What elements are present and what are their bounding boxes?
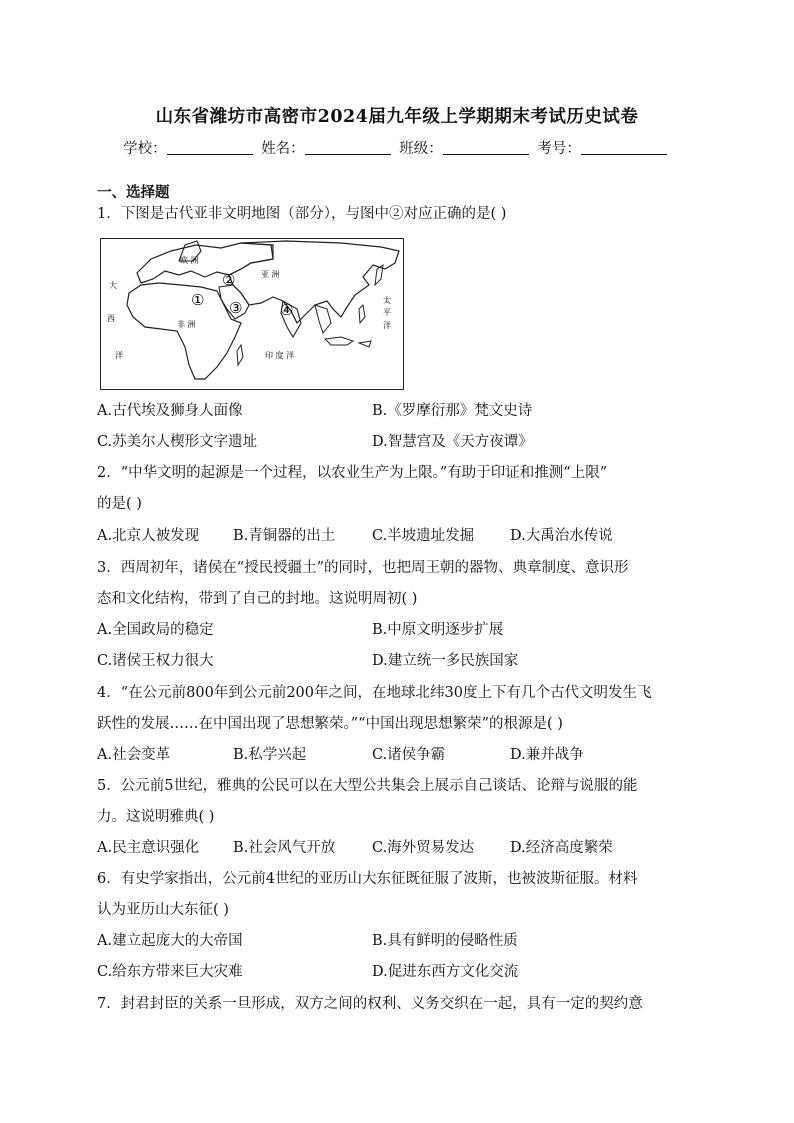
q4-option-d[interactable]: D.兼并战争 (510, 747, 584, 763)
map-marker-4: ④ (280, 301, 294, 319)
q4-option-c[interactable]: C.诸侯争霸 (372, 747, 446, 763)
q3-option-c[interactable]: C.诸侯王权力很大 (97, 653, 214, 669)
q4-option-a[interactable]: A.社会变革 (97, 747, 171, 763)
map-marker-3: ③ (229, 299, 243, 317)
map-marker-2: ② (222, 271, 236, 289)
q6-option-c[interactable]: C.给东方带来巨大灾难 (97, 964, 243, 980)
q2-option-a[interactable]: A.北京人被发现 (97, 528, 200, 544)
q1-option-a[interactable]: A.古代埃及狮身人面像 (97, 403, 243, 419)
label-pacific-yang: 洋 (383, 321, 391, 330)
asia-landmass (229, 241, 399, 323)
q2-option-d[interactable]: D.大禹治水传说 (510, 528, 613, 544)
q5-option-b[interactable]: B.社会风气开放 (233, 840, 336, 856)
madagascar-island (237, 345, 243, 365)
student-info-row (0, 137, 794, 158)
label-europe: 欧 洲 (180, 256, 199, 265)
q4-option-b[interactable]: B.私学兴起 (233, 747, 307, 763)
q1-stem-line1: 1．下图是古代亚非文明地图（部分），与图中②对应正确的是( ) (97, 206, 507, 222)
q2-option-b[interactable]: B.青铜器的出土 (233, 528, 336, 544)
number-blank[interactable] (581, 140, 667, 155)
label-atlantic-yang: 洋 (115, 351, 123, 360)
q1-option-d[interactable]: D.智慧宫及《天方夜谭》 (372, 434, 533, 450)
q5-stem-line1: 5．公元前5世纪，雅典的公民可以在大型公共集会上展示自己谈话、论辩与说服的能 (97, 778, 638, 794)
q2-option-c[interactable]: C.半坡遗址发掘 (372, 528, 475, 544)
indonesia-islands (325, 337, 371, 347)
q6-stem-line1: 6．有史学家指出，公元前4世纪的亚历山大东征既征服了波斯，也被波斯征服。材料 (97, 871, 638, 887)
q3-stem-line2: 态和文化结构，带到了自己的封地。这说明周初( ) (97, 591, 418, 607)
name-blank[interactable] (305, 140, 391, 155)
southeast-asia-landmass (315, 305, 331, 333)
q5-stem-line2: 力。这说明雅典( ) (97, 809, 215, 825)
africa-landmass (127, 283, 241, 379)
section-heading: 一、选择题 (97, 184, 170, 201)
q3-option-a[interactable]: A.全国政局的稳定 (97, 622, 214, 638)
q5-option-a[interactable]: A.民主意识强化 (97, 840, 200, 856)
q2-stem-line2: 的是( ) (97, 496, 142, 512)
q6-stem-line2: 认为亚历山大东征( ) (97, 902, 229, 918)
map-marker-1: ① (191, 291, 205, 309)
school-label: 学校： (123, 141, 167, 157)
class-label: 班级： (399, 141, 443, 157)
q2-stem-line1: 2．“中华文明的起源是一个过程，以农业生产为上限。”有助于印证和推测“上限” (97, 465, 608, 481)
q5-option-d[interactable]: D.经济高度繁荣 (510, 840, 613, 856)
label-atlantic-xi: 西 (107, 314, 115, 323)
label-pacific-ping: 平 (383, 308, 391, 317)
label-indian-ocean: 印 度 洋 (265, 351, 295, 360)
ancient-civilization-map (100, 238, 404, 390)
q3-stem-line1: 3．西周初年，诸侯在“授民授疆土”的同时，也把周王朝的器物、典章制度、意识形 (97, 560, 629, 576)
label-asia: 亚 洲 (261, 270, 280, 279)
class-blank[interactable] (443, 140, 529, 155)
school-blank[interactable] (167, 140, 253, 155)
q7-stem-line1: 7．封君封臣的关系一旦形成，双方之间的权利、义务交织在一起，具有一定的契约意 (97, 996, 643, 1012)
philippines-islands (359, 305, 365, 323)
q3-option-d[interactable]: D.建立统一多民族国家 (372, 653, 519, 669)
q1-option-b[interactable]: B.《罗摩衍那》梵文史诗 (372, 403, 533, 419)
q4-stem-line2: 跃性的发展……在中国出现了思想繁荣。”“中国出现思想繁荣”的根源是( ) (97, 716, 563, 732)
label-africa: 非 洲 (177, 320, 196, 329)
q4-stem-line1: 4．“在公元前800年到公元前200年之间，在地球北纬30度上下有几个古代文明发生飞 (97, 685, 652, 701)
number-label: 考号： (537, 141, 581, 157)
page-title: 山东省潍坊市高密市2024届九年级上学期期末考试历史试卷 (155, 107, 639, 127)
q6-option-b[interactable]: B.具有鲜明的侵略性质 (372, 933, 518, 949)
q1-option-c[interactable]: C.苏美尔人楔形文字遗址 (97, 434, 258, 450)
q6-option-d[interactable]: D.促进东西方文化交流 (372, 964, 519, 980)
name-label: 姓名： (261, 141, 305, 157)
q3-option-b[interactable]: B.中原文明逐步扩展 (372, 622, 504, 638)
q6-option-a[interactable]: A.建立起庞大的大帝国 (97, 933, 243, 949)
label-pacific-tai: 太 (383, 296, 391, 305)
label-atlantic-da: 大 (109, 281, 117, 290)
q5-option-c[interactable]: C.海外贸易发达 (372, 840, 475, 856)
